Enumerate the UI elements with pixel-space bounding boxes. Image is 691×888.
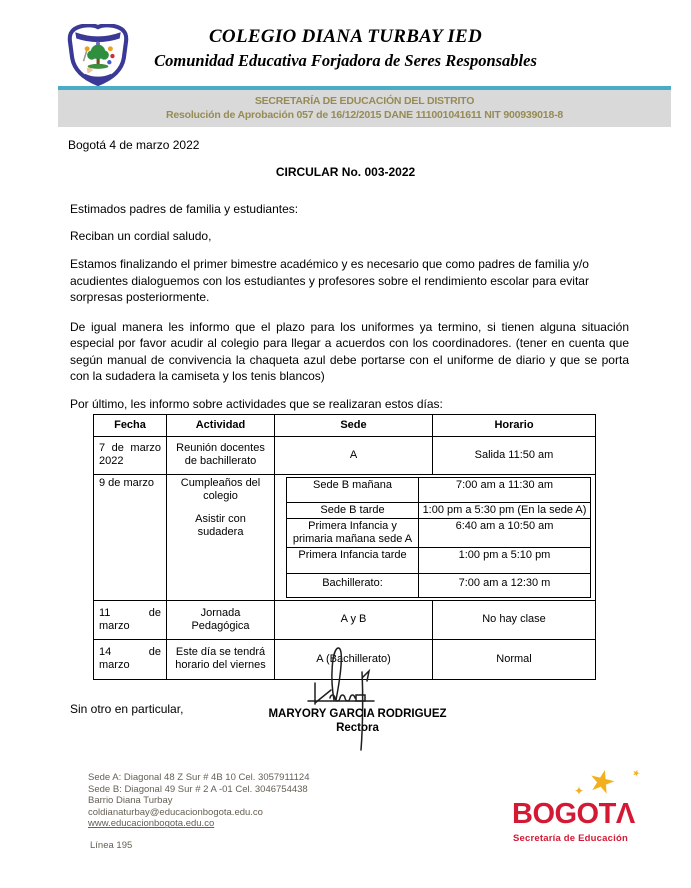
fecha-cell: 7 de marzo 2022	[94, 436, 167, 474]
subtable-horario-cell: 1:00 pm a 5:30 pm (En la sede A)	[419, 502, 591, 518]
fecha-cell: 14 de marzo	[94, 639, 167, 679]
greeting: Reciban un cordial saludo,	[70, 229, 212, 243]
horario-cell: No hay clase	[433, 600, 596, 639]
signer-role: Rectora	[336, 722, 379, 734]
header-actividad: Actividad	[167, 414, 275, 436]
bogota-subtitle: Secretaría de Educación	[513, 833, 628, 844]
date-line: Bogotá 4 de marzo 2022	[68, 138, 200, 152]
subtable-sede-cell: Bachillerato:	[287, 573, 419, 597]
actividad-cell: Este día se tendrá horario del viernes	[167, 639, 275, 679]
sede-cell: A	[275, 436, 433, 474]
letterhead-text	[0, 26, 691, 71]
actividad-cell: Cumpleaños del colegio Asistir con sudadera	[167, 474, 275, 600]
subtable-horario-cell: 7:00 am a 11:30 am	[419, 477, 591, 502]
footer-website-link[interactable]: www.educacionbogota.edu.co	[88, 818, 215, 830]
sede-horario-merged-cell	[275, 474, 596, 600]
table-row	[94, 474, 596, 600]
header-fecha: Fecha	[94, 414, 167, 436]
signer-name: MARYORY GARCIA RODRIGUEZ	[268, 708, 447, 720]
banner-resolution: Resolución de Aprobación 057 de 16/12/2015 DANE 111001041611 NIT 900939018-8	[165, 109, 564, 121]
nested-schedule-table	[286, 477, 591, 598]
table-header-row	[94, 414, 596, 436]
subtable-horario-cell: 1:00 pm a 5:10 pm	[419, 547, 591, 573]
subtable-sede-cell: Primera Infancia y primaria mañana sede A	[287, 518, 419, 547]
bogota-wordmark: BOGOTΛ	[512, 798, 635, 830]
table-row	[94, 436, 596, 474]
footer-address-block	[88, 772, 309, 830]
subtable-horario-cell: 7:00 am a 12:30 m	[419, 573, 591, 597]
nested-row	[287, 547, 591, 573]
banner-title: SECRETARÍA DE EDUCACIÓN DEL DISTRITO	[254, 95, 475, 107]
nested-row	[287, 477, 591, 502]
subtable-sede-cell: Primera Infancia tarde	[287, 547, 419, 573]
horario-cell: Normal	[433, 639, 596, 679]
closing-line: Sin otro en particular,	[70, 701, 184, 716]
footer-address-sede-b: Sede B: Diagonal 49 Sur # 2 A -01 Cel. 3046754438	[88, 783, 308, 795]
circular-title: CIRCULAR No. 003-2022	[275, 165, 416, 179]
header-sede: Sede	[275, 414, 433, 436]
signature-block	[250, 707, 465, 735]
letterhead	[0, 0, 691, 86]
sede-cell: A (Bachillerato)	[275, 639, 433, 679]
salutation: Estimados padres de familia y estudiantes:	[70, 202, 299, 216]
table-row	[94, 639, 596, 679]
school-name: COLEGIO DIANA TURBAY IED	[208, 26, 483, 47]
bogota-caret-a: Λ	[615, 798, 635, 830]
footer-address-sede-a: Sede A: Diagonal 48 Z Sur # 4B 10 Cel. 3057911124	[88, 772, 310, 783]
nested-row	[287, 518, 591, 547]
secretaria-banner	[58, 90, 671, 127]
schedule-table	[93, 414, 596, 680]
footer-hotline: Línea 195	[90, 840, 133, 851]
actividad-cell: Reunión docentes de bachillerato	[167, 436, 275, 474]
table-intro: Por último, les informo sobre actividades que se realizaran estos días:	[70, 396, 443, 411]
school-motto: Comunidad Educativa Forjadora de Seres Responsables	[154, 51, 537, 70]
subtable-horario-cell: 6:40 am a 10:50 am	[419, 518, 591, 547]
star-icon: ★	[584, 761, 620, 802]
footer-email: coldianaturbay@educacionbogota.edu.co	[88, 806, 263, 818]
fecha-cell: 9 de marzo	[94, 474, 167, 600]
actividad-cell: Jornada Pedagógica	[167, 600, 275, 639]
bogota-logo	[512, 761, 664, 860]
paragraph-academic: Estamos finalizando el primer bimestre académico y es necesario que como padres de familia y/o acudientes dialoguemos con los estudiantes y profesores sobre el rendimiento escolar para evitar sorpresas posteriormente.	[70, 257, 589, 304]
sede-cell: A y B	[275, 600, 433, 639]
table-row	[94, 600, 596, 639]
paragraph-uniforms: De igual manera les informo que el plazo para los uniformes ya termino, si tienen alguna situación especial por favor acudir al colegio para llegar a acuerdos con los coordinadores. (tener en cuenta que según manual de convivencia la chaqueta azul debe portarse con el uniforme de diario y que se porta con la sudadera la camiseta y los tenis blancos)	[70, 319, 629, 383]
nested-row	[287, 502, 591, 518]
header-horario: Horario	[433, 414, 596, 436]
sparkle-icon: ✦	[574, 784, 585, 798]
star-icon: ★	[630, 766, 642, 780]
nested-row	[287, 573, 591, 597]
horario-cell: Salida 11:50 am	[433, 436, 596, 474]
fecha-cell: 11 de marzo	[94, 600, 167, 639]
subtable-sede-cell: Sede B tarde	[287, 502, 419, 518]
subtable-sede-cell: Sede B mañana	[287, 477, 419, 502]
footer-neighborhood: Barrio Diana Turbay	[88, 795, 173, 807]
